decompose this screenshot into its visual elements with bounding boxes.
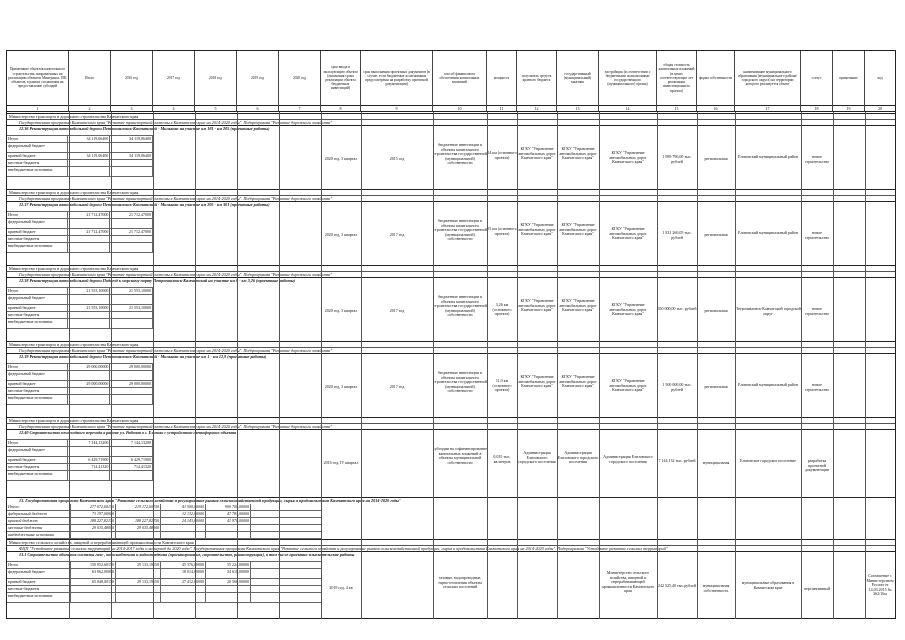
column-divider bbox=[801, 112, 802, 619]
column-divider bbox=[833, 112, 834, 619]
municipality: Елизовский муниципальный район bbox=[738, 231, 798, 235]
column-divider bbox=[487, 112, 488, 619]
column-divider bbox=[111, 112, 112, 619]
column-number: 8 bbox=[321, 105, 361, 112]
header-cell: государственный (муниципальный) заказчик bbox=[557, 51, 599, 105]
capacity: 55 км (основного проекта) bbox=[487, 227, 517, 236]
header-cell: срок выполнения проектных документов (в случае, если бюджетные ассигнования предусмотрены на разработку проектной документации) bbox=[361, 51, 433, 105]
funding-table bbox=[7, 561, 321, 603]
ownership: региональная bbox=[704, 385, 728, 389]
column-number: 4 bbox=[153, 105, 195, 112]
column-divider bbox=[599, 112, 600, 619]
header-cell: 2017 год bbox=[153, 51, 195, 105]
column-number: 13 bbox=[557, 105, 599, 112]
municipality: муниципальные образования в Камчатском крае bbox=[741, 581, 795, 590]
recipient: КГКУ "Управление автомобильных дорог Камчатского края" bbox=[518, 147, 556, 161]
funding-table bbox=[7, 363, 153, 405]
design-date: 2017 год bbox=[389, 233, 405, 237]
table-row: Итого 34 119,06400 34 119,06400 bbox=[8, 136, 152, 141]
column-divider bbox=[361, 112, 362, 619]
municipality: Елизовский муниципальный район bbox=[738, 155, 798, 159]
header-cell: примечание bbox=[833, 51, 865, 105]
column-number: 17 bbox=[735, 105, 801, 112]
table-row: федеральный бюджет bbox=[7, 219, 153, 229]
column-divider bbox=[321, 112, 322, 619]
table-row: местные бюджеты bbox=[7, 312, 153, 319]
object-title: 12.38 Реконструкция автомобильной дороги Подъезд к морскому порту Петропавловск-Камчатский на участке км 0 - км 3,26 (проектные работы) bbox=[7, 277, 895, 287]
table-row: местные бюджеты bbox=[7, 586, 321, 593]
funding-table bbox=[7, 135, 153, 177]
column-divider bbox=[865, 112, 866, 619]
design-date: 2017 год bbox=[389, 309, 405, 313]
recipient: КГКУ "Управление автомобильных дорог Камчатского края" bbox=[518, 223, 556, 237]
table-row: Итого 277 672,60150 219 172,60150 41 500,00000 900 700,00000 bbox=[7, 504, 321, 511]
finance-method: бюджетные инвестиции в объекты капитального строительства государственной (муниципальной) собственности bbox=[433, 219, 487, 242]
object-title: 13.1 Строительство объектов системы газо-, водоснабжения и водоотведения (проектирование, строительство, реконструкция), в том числе проектно-изыскательские работы bbox=[7, 551, 895, 561]
status: перспективный bbox=[803, 587, 831, 591]
recipient: Администрация Елизовского городского поселения bbox=[518, 451, 556, 465]
header-cell: наименование муниципального образования (муниципального района/городского округа) на территории которого реализуется объект bbox=[735, 51, 801, 105]
table-row: федеральный бюджет 73 197,00000 12 132,00000 47 783,00000 bbox=[7, 511, 321, 518]
table-row: Итого 29 000,00000 29 000,00000 bbox=[8, 364, 152, 369]
total-cost: 1 989 790,00 тыс. рублей bbox=[662, 155, 692, 164]
program-band: Государственная программа Камчатского края "Развитие транспортной системы в Камчатском крае на 2014-2020 годы". Подпрограмма "Развитие дорожного хозяйства" bbox=[7, 271, 895, 277]
summary-table bbox=[7, 504, 321, 539]
municipality: Петропавловск-Камчатский городской округ bbox=[735, 307, 801, 316]
table-row: краевой бюджет 65 048,00150 29 133,19150 27 412,00000 20 566,00000 bbox=[7, 579, 321, 586]
capacity: 3,26 км (основного проекта) bbox=[492, 303, 512, 317]
column-number: 9 bbox=[361, 105, 433, 112]
table-row: внебюджетные источники bbox=[7, 243, 153, 253]
developer: КГКУ "Управление автомобильных дорог Камчатского края" bbox=[609, 379, 647, 393]
program-band: Государственная программа Камчатского края "Развитие транспортной системы в Камчатском крае на 2014-2020 годы". Подпрограмма "Развитие дорожного хозяйства" bbox=[7, 195, 895, 201]
ministry-band: Министерство транспорта и дорожного строительства Камчатского края bbox=[7, 265, 895, 271]
column-number: 5 bbox=[195, 105, 237, 112]
table-row: местные бюджеты bbox=[7, 236, 153, 243]
summary-title: 13. Государственная программа Камчатского края "Развитие сельского хозяйства и регулирование рынков сельскохозяйственной продукции, сырья и продовольствия Камчатского края на 2014-2020 годы" bbox=[7, 497, 895, 504]
total-cost: 1 500 000,00 тыс. рублей bbox=[662, 383, 692, 392]
column-number: 19 bbox=[833, 105, 865, 112]
ministry-band: Министерство транспорта и дорожного строительства Камчатского края bbox=[7, 189, 895, 195]
table-row: краевой бюджет 34 119,06400 34 119,06400 bbox=[8, 153, 152, 158]
total-cost: 7 144,132 тыс. рублей bbox=[658, 459, 696, 463]
table-header bbox=[7, 51, 895, 106]
ownership: муниципальная собственность bbox=[702, 584, 730, 593]
header-cell: мощность bbox=[487, 51, 517, 105]
column-divider bbox=[697, 112, 698, 619]
table-row: местные бюджеты bbox=[7, 160, 153, 167]
customer: КГКУ "Управление автомобильных дорог Камчатского края" bbox=[559, 223, 597, 237]
table-row: внебюджетные источники bbox=[7, 319, 153, 329]
object-title: 12.39 Реконструкция автомобильной дороги Петропавловск-Камчатский - Мильково на участке км 1 - км 12,9 (проектные работы) bbox=[7, 353, 895, 363]
capacity: 0,035 тыс. кв.метров bbox=[493, 455, 511, 464]
status: новое строительство bbox=[804, 155, 830, 164]
ministry-band: Министерство транспорта и дорожного строительства Камчатского края bbox=[7, 113, 895, 119]
column-number: 2 bbox=[69, 105, 111, 112]
ownership: региональная bbox=[704, 157, 728, 161]
header-cell: форма собственности bbox=[697, 51, 735, 105]
finance-method: субсидии на софинансирование капитальных вложений в объекты муниципальной собственности bbox=[433, 447, 487, 465]
ministry-band: Министерство сельского хозяйства, пищевой и перерабатывающей промышленности Камчатского края bbox=[7, 539, 895, 545]
program-band: Государственная программа Камчатского края "Развитие транспортной системы в Камчатском крае на 2014-2020 годы". Подпрограмма "Развитие дорожного хозяйства" bbox=[7, 119, 895, 125]
note: Соглашение с Министерством России от 14.03.2015 № 362/16м bbox=[866, 574, 894, 597]
header-cell: статус bbox=[801, 51, 833, 105]
object-title: 12.37 Реконструкция автомобильной дороги Петропавловск-Камчатский - Мильково на участке км 205 - км 301 (проектные работы) bbox=[7, 201, 895, 211]
customer: КГКУ "Управление автомобильных дорог Камчатского края" bbox=[559, 299, 597, 313]
column-divider bbox=[735, 112, 736, 619]
capacity: 11,9 км (основного проекта) bbox=[492, 379, 512, 393]
municipality: Елизовский муниципальный район bbox=[738, 383, 798, 387]
ministry-band: Министерство транспорта и дорожного строительства Камчатского края bbox=[7, 417, 895, 423]
ownership: региональная bbox=[704, 309, 728, 313]
report-table bbox=[6, 50, 896, 619]
funding-table bbox=[7, 439, 153, 481]
developer: Министерство сельского хозяйства, пищевой и перерабатывающей промышленности Камчатского края bbox=[601, 571, 655, 594]
customer: КГКУ "Управление автомобильных дорог Камчатского края" bbox=[559, 375, 597, 389]
finance-method: бюджетные инвестиции в объекты капитального строительства государственной (муниципальной) собственности bbox=[433, 295, 487, 318]
column-number: 6 bbox=[237, 105, 279, 112]
table-row: Итого 21 553,10000 21 553,10000 bbox=[8, 288, 152, 293]
commission-date: 2020 год, 3 квартал bbox=[324, 157, 358, 161]
table-row: Итого 21 712,47000 21 712,47000 bbox=[8, 212, 152, 217]
table-row: местные бюджеты bbox=[7, 388, 153, 395]
funding-table bbox=[7, 287, 153, 329]
column-number: 16 bbox=[697, 105, 735, 112]
status: разработка проектной документации bbox=[804, 459, 830, 473]
municipality: Елизовское городское поселение bbox=[740, 459, 796, 463]
customer: КГКУ "Управление автомобильных дорог Камчатского края" bbox=[559, 147, 597, 161]
design-date: 2017 год bbox=[389, 385, 405, 389]
recipient: КГКУ "Управление автомобильных дорог Камчатского края" bbox=[518, 299, 556, 313]
total-cost: 1 831 260,05 тыс. рублей bbox=[662, 231, 692, 240]
table-row: Итого 150 052,60150 29 133,19150 45 376,00000 55 224,00000 bbox=[7, 562, 321, 569]
commission-date: 2020 год, 3 квартал bbox=[324, 385, 358, 389]
column-number: 12 bbox=[517, 105, 557, 112]
table-row: краевой бюджет 21 553,10000 21 553,10000 bbox=[8, 305, 152, 310]
column-number: 10 bbox=[433, 105, 487, 112]
table-row: внебюджетные источники bbox=[7, 532, 321, 539]
table-row: федеральный бюджет bbox=[7, 295, 153, 305]
column-divider bbox=[237, 112, 238, 619]
status: новое строительство bbox=[804, 383, 830, 392]
finance-method: бюджетные инвестиции в объекты капитального строительства государственной (муниципальной) собственности bbox=[433, 371, 487, 394]
column-number: 15 bbox=[657, 105, 697, 112]
column-number: 14 bbox=[599, 105, 657, 112]
commission-date: 2019 год, 4 кв bbox=[329, 586, 353, 590]
finance-method: бюджетные инвестиции в объекты капитального строительства государственной (муниципальной) собственности bbox=[433, 143, 487, 166]
header-cell: Примечание объектов капитального строительства, направленных на реализацию объектов Минтранса, ПВ, объектов, в рамках соглашения на предоставление субсидий bbox=[7, 51, 69, 105]
ownership: муниципальная bbox=[702, 461, 730, 465]
header-cell: 2019 год bbox=[237, 51, 279, 105]
customer: Администрация Елизовского городского поселения bbox=[557, 451, 599, 465]
total-cost: 242 525,40 тыс.рублей bbox=[658, 584, 696, 588]
funding-table bbox=[7, 211, 153, 253]
column-divider bbox=[433, 112, 434, 619]
commission-date: 2020 год, 3 квартал bbox=[324, 233, 358, 237]
program-band: ФЦП "Устойчивое развитие сельских территорий на 2014-2017 годы и на период до 2020 года". Государственная программа Камчатского края "Развитие сельского хозяйства и регулирование рынков сельскохозяйственной продукции, сырья и продовольствия Камчатского края на 2014-2020 годы". Подпрограмма "Устойчивое развитие сельских территорий" bbox=[7, 545, 895, 551]
header-cell: застройщик (в соответствии с бюджетными полномочиями государственного (муниципального) органа) bbox=[599, 51, 657, 105]
status: новое строительство bbox=[804, 307, 830, 316]
table-row: внебюджетные источники bbox=[7, 395, 153, 405]
header-cell: 2020 год bbox=[279, 51, 321, 105]
header-cell: общая стоимость капитальных вложений (в ценах соответствующих лет реализации инвестиционного проекта) bbox=[657, 51, 697, 105]
finance-method: газовые, водопроводные, тарно-отопления объекты сельских поселений bbox=[438, 576, 482, 590]
commission-date: 2016 год, IV квартал bbox=[323, 461, 359, 465]
table-row: краевой бюджет 21 712,47000 21 712,47000 bbox=[8, 229, 152, 234]
table-row: внебюджетные источники bbox=[7, 471, 153, 481]
ministry-band: Министерство транспорта и дорожного строительства Камчатского края bbox=[7, 341, 895, 347]
column-number: 11 bbox=[487, 105, 517, 112]
table-row: федеральный бюджет bbox=[7, 447, 153, 457]
table-row: федеральный бюджет bbox=[7, 143, 153, 153]
object-title: 12.40 Строительство пешеходного перехода в районе ул. Рабочая в г. Елизово с устройством светофорного объекта bbox=[7, 429, 895, 439]
object-title: 12.36 Реконструкция автомобильной дороги Петропавловск-Камчатский - Мильково на участке км 181 - км 205 (проектные работы) bbox=[7, 125, 895, 135]
developer: Администрация Елизовского городского поселения bbox=[603, 455, 653, 464]
developer: КГКУ "Управление автомобильных дорог Камчатского края" bbox=[609, 303, 647, 317]
column-divider bbox=[195, 112, 196, 619]
header-cell: Итого bbox=[69, 51, 111, 105]
table-row: краевой бюджет 6 429,71900 6 429,71900 bbox=[8, 457, 152, 462]
column-divider bbox=[517, 112, 518, 619]
header-cell: 2018 год bbox=[195, 51, 237, 105]
column-number: 3 bbox=[111, 105, 153, 112]
design-date: 2015 год bbox=[389, 157, 405, 161]
header-cell: получатель средств краевого бюджета bbox=[517, 51, 557, 105]
ownership: региональная bbox=[704, 233, 728, 237]
table-row: федеральный бюджет 63 062,00000 18 014,00000 34 618,00000 bbox=[7, 569, 321, 579]
column-number: 18 bbox=[801, 105, 833, 112]
column-divider bbox=[657, 112, 658, 619]
developer: КГКУ "Управление автомобильных дорог Камчатского края" bbox=[609, 227, 647, 241]
column-divider bbox=[557, 112, 558, 619]
table-row: Итого 7 144,13200 7 144,13200 bbox=[8, 440, 152, 445]
table-row: местные бюджеты 29 035,48000 29 035,48000 bbox=[7, 525, 321, 532]
column-divider bbox=[153, 112, 154, 619]
table-row: федеральный бюджет bbox=[7, 371, 153, 381]
program-band: Государственная программа Камчатского края "Развитие транспортной системы в Камчатском крае на 2014-2020 годы". Подпрограмма "Развитие дорожного хозяйства" bbox=[7, 347, 895, 353]
total-cost: 650 000,00 тыс. рублей bbox=[657, 307, 697, 311]
column-number: 7 bbox=[279, 105, 321, 112]
developer: КГКУ "Управление автомобильных дорог Камчатского края" bbox=[609, 151, 647, 165]
capacity: 14 км (основного проекта) bbox=[487, 151, 517, 160]
column-divider bbox=[69, 112, 70, 619]
header-cell: 2016 год bbox=[111, 51, 153, 105]
header-cell: код bbox=[877, 75, 883, 80]
table-row: местные бюджеты 714,41320 714,41320 bbox=[8, 464, 152, 469]
column-number: 20 bbox=[865, 105, 895, 112]
table-row: внебюджетные источники bbox=[7, 593, 321, 603]
column-number: 1 bbox=[7, 105, 69, 112]
column-divider bbox=[279, 112, 280, 619]
commission-date: 2020 год, 3 квартал bbox=[324, 309, 358, 313]
header-cell: срок ввода в эксплуатацию объекта (окончания срока реализации объекта бюджетных инвестиций) bbox=[321, 51, 361, 105]
program-band: Государственная программа Камчатского края "Развитие транспортной системы в Камчатском крае на 2014-2020 годы". Подпрограмма "Развитие дорожного хозяйства" bbox=[7, 423, 895, 429]
table-row: краевой бюджет 188 227,82150 188 227,82150 24 143,00000 41 970,00000 bbox=[7, 518, 321, 525]
recipient: КГКУ "Управление автомобильных дорог Камчатского края" bbox=[518, 375, 556, 389]
table-row: краевой бюджет 29 000,00000 29 000,00000 bbox=[8, 381, 152, 386]
header-cell: способ финансового обеспечения капитальных вложений bbox=[433, 51, 487, 105]
table-row: внебюджетные источники bbox=[7, 167, 153, 177]
status: новое строительство bbox=[804, 231, 830, 240]
